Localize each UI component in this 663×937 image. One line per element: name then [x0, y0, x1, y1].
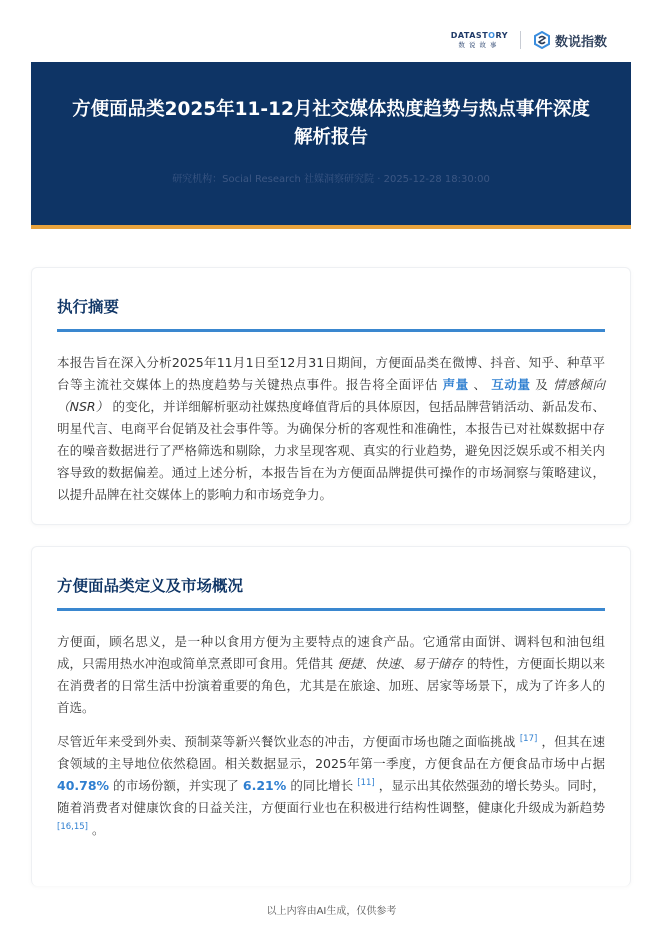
text-run: ，但其在速食领域的主导地位依然稳固。相关数据显示，2025年第一季度，方便食品在方便食品市场中占据 [57, 734, 605, 771]
text-run: 。 [87, 822, 105, 837]
text-run: 、 [468, 377, 492, 392]
text-run: 、 [362, 656, 375, 671]
shushuo-logo [533, 31, 607, 50]
italic-fast: 快速 [374, 656, 401, 671]
text-run: 及 [530, 377, 554, 392]
highlight-growth: 6.21% [242, 778, 287, 793]
report-header-banner [31, 62, 631, 229]
italic-convenient: 便捷 [337, 656, 363, 671]
executive-summary-card [31, 267, 631, 525]
datastory-logo-o: O [488, 30, 496, 40]
shushuo-brand-text: 数说指数 [554, 34, 607, 50]
section-heading: 方便面品类定义及市场概况 [57, 547, 605, 611]
datastory-logo-en: DATAST [450, 30, 489, 40]
datastory-logo-en-end: RY [495, 30, 508, 40]
datastory-logo-cn: 数说故事 [458, 40, 501, 49]
highlight-market-share: 40.78% [57, 778, 110, 793]
market-paragraph [57, 731, 605, 841]
citation-link[interactable]: [16,15] [57, 821, 88, 832]
section-heading: 执行摘要 [57, 268, 605, 332]
ai-disclaimer-footer: 以上内容由AI生成，仅供参考 [266, 906, 397, 917]
market-overview-card [31, 546, 631, 886]
shushuo-hexagon-icon [533, 31, 551, 49]
text-run: 的特性，方便面长期以来在消费者的日常生活中扮演着重要的角色，尤其是在旅途、加班、居家等场景下，成为了许多人的首选。 [57, 656, 605, 715]
text-run: 尽管近年来受到外卖、预制菜等新兴餐饮业态的冲击，方便面市场也随之面临挑战 [57, 734, 520, 749]
datastory-logo [451, 32, 508, 49]
citation-link[interactable]: [17] [519, 733, 538, 744]
report-meta: 研究机构：Social Research 社媒洞察研究院 · 2025-12-28 18:30:00 [172, 174, 490, 185]
text-run: ，显示出其依然强劲的增长势头。同时，随着消费者对健康饮食的日益关注，方便面行业也在积极进行结构性调整，健康化升级成为新趋势 [57, 778, 605, 815]
highlight-volume: 声量 [442, 377, 469, 392]
highlight-engagement: 互动量 [491, 377, 531, 392]
italic-sentiment: 情感倾向（NSR） [57, 377, 605, 414]
text-run: 本报告旨在深入分析2025年11月1日至12月31日期间，方便面品类在微博、抖音、知乎、种草平台等主流社交媒体上的热度趋势与关键热点事件。报告将全面评估 [57, 355, 605, 392]
logo-divider [520, 31, 521, 49]
executive-summary-text [57, 352, 605, 506]
text-run: 的市场份额，并实现了 [109, 778, 243, 793]
text-run: 的变化，并详细解析驱动社媒热度峰值背后的具体原因，包括品牌营销活动、新品发布、明星代言、电商平台促销及社会事件等。为确保分析的客观性和准确性，本报告已对社媒数据中存在的噪音数据进行了严格筛选和剔除，力求呈现客观、真实的行业趋势，避免因泛娱乐或不相关内容导致的数据偏差。通过上述分析，本报告旨在为方便面品牌提供可操作的市场洞察与策略建议，以提升品牌在社交媒体上的影响力和市场竞争力。 [57, 399, 605, 502]
text-run: 方便面，顾名思义，是一种以食用方便为主要特点的速食产品。它通常由面饼、调料包和油包组成，只需用热水冲泡或简单烹煮即可食用。凭借其 [57, 634, 605, 671]
report-title: 方便面品类2025年11-12月社交媒体热度趋势与热点事件深度解析报告 [72, 99, 590, 148]
logo-bar [451, 28, 607, 52]
text-run: 、 [400, 656, 413, 671]
citation-link[interactable]: [11] [357, 777, 375, 788]
text-run: 的同比增长 [286, 778, 358, 793]
italic-storable: 易于储存 [412, 656, 463, 671]
definition-paragraph [57, 631, 605, 719]
